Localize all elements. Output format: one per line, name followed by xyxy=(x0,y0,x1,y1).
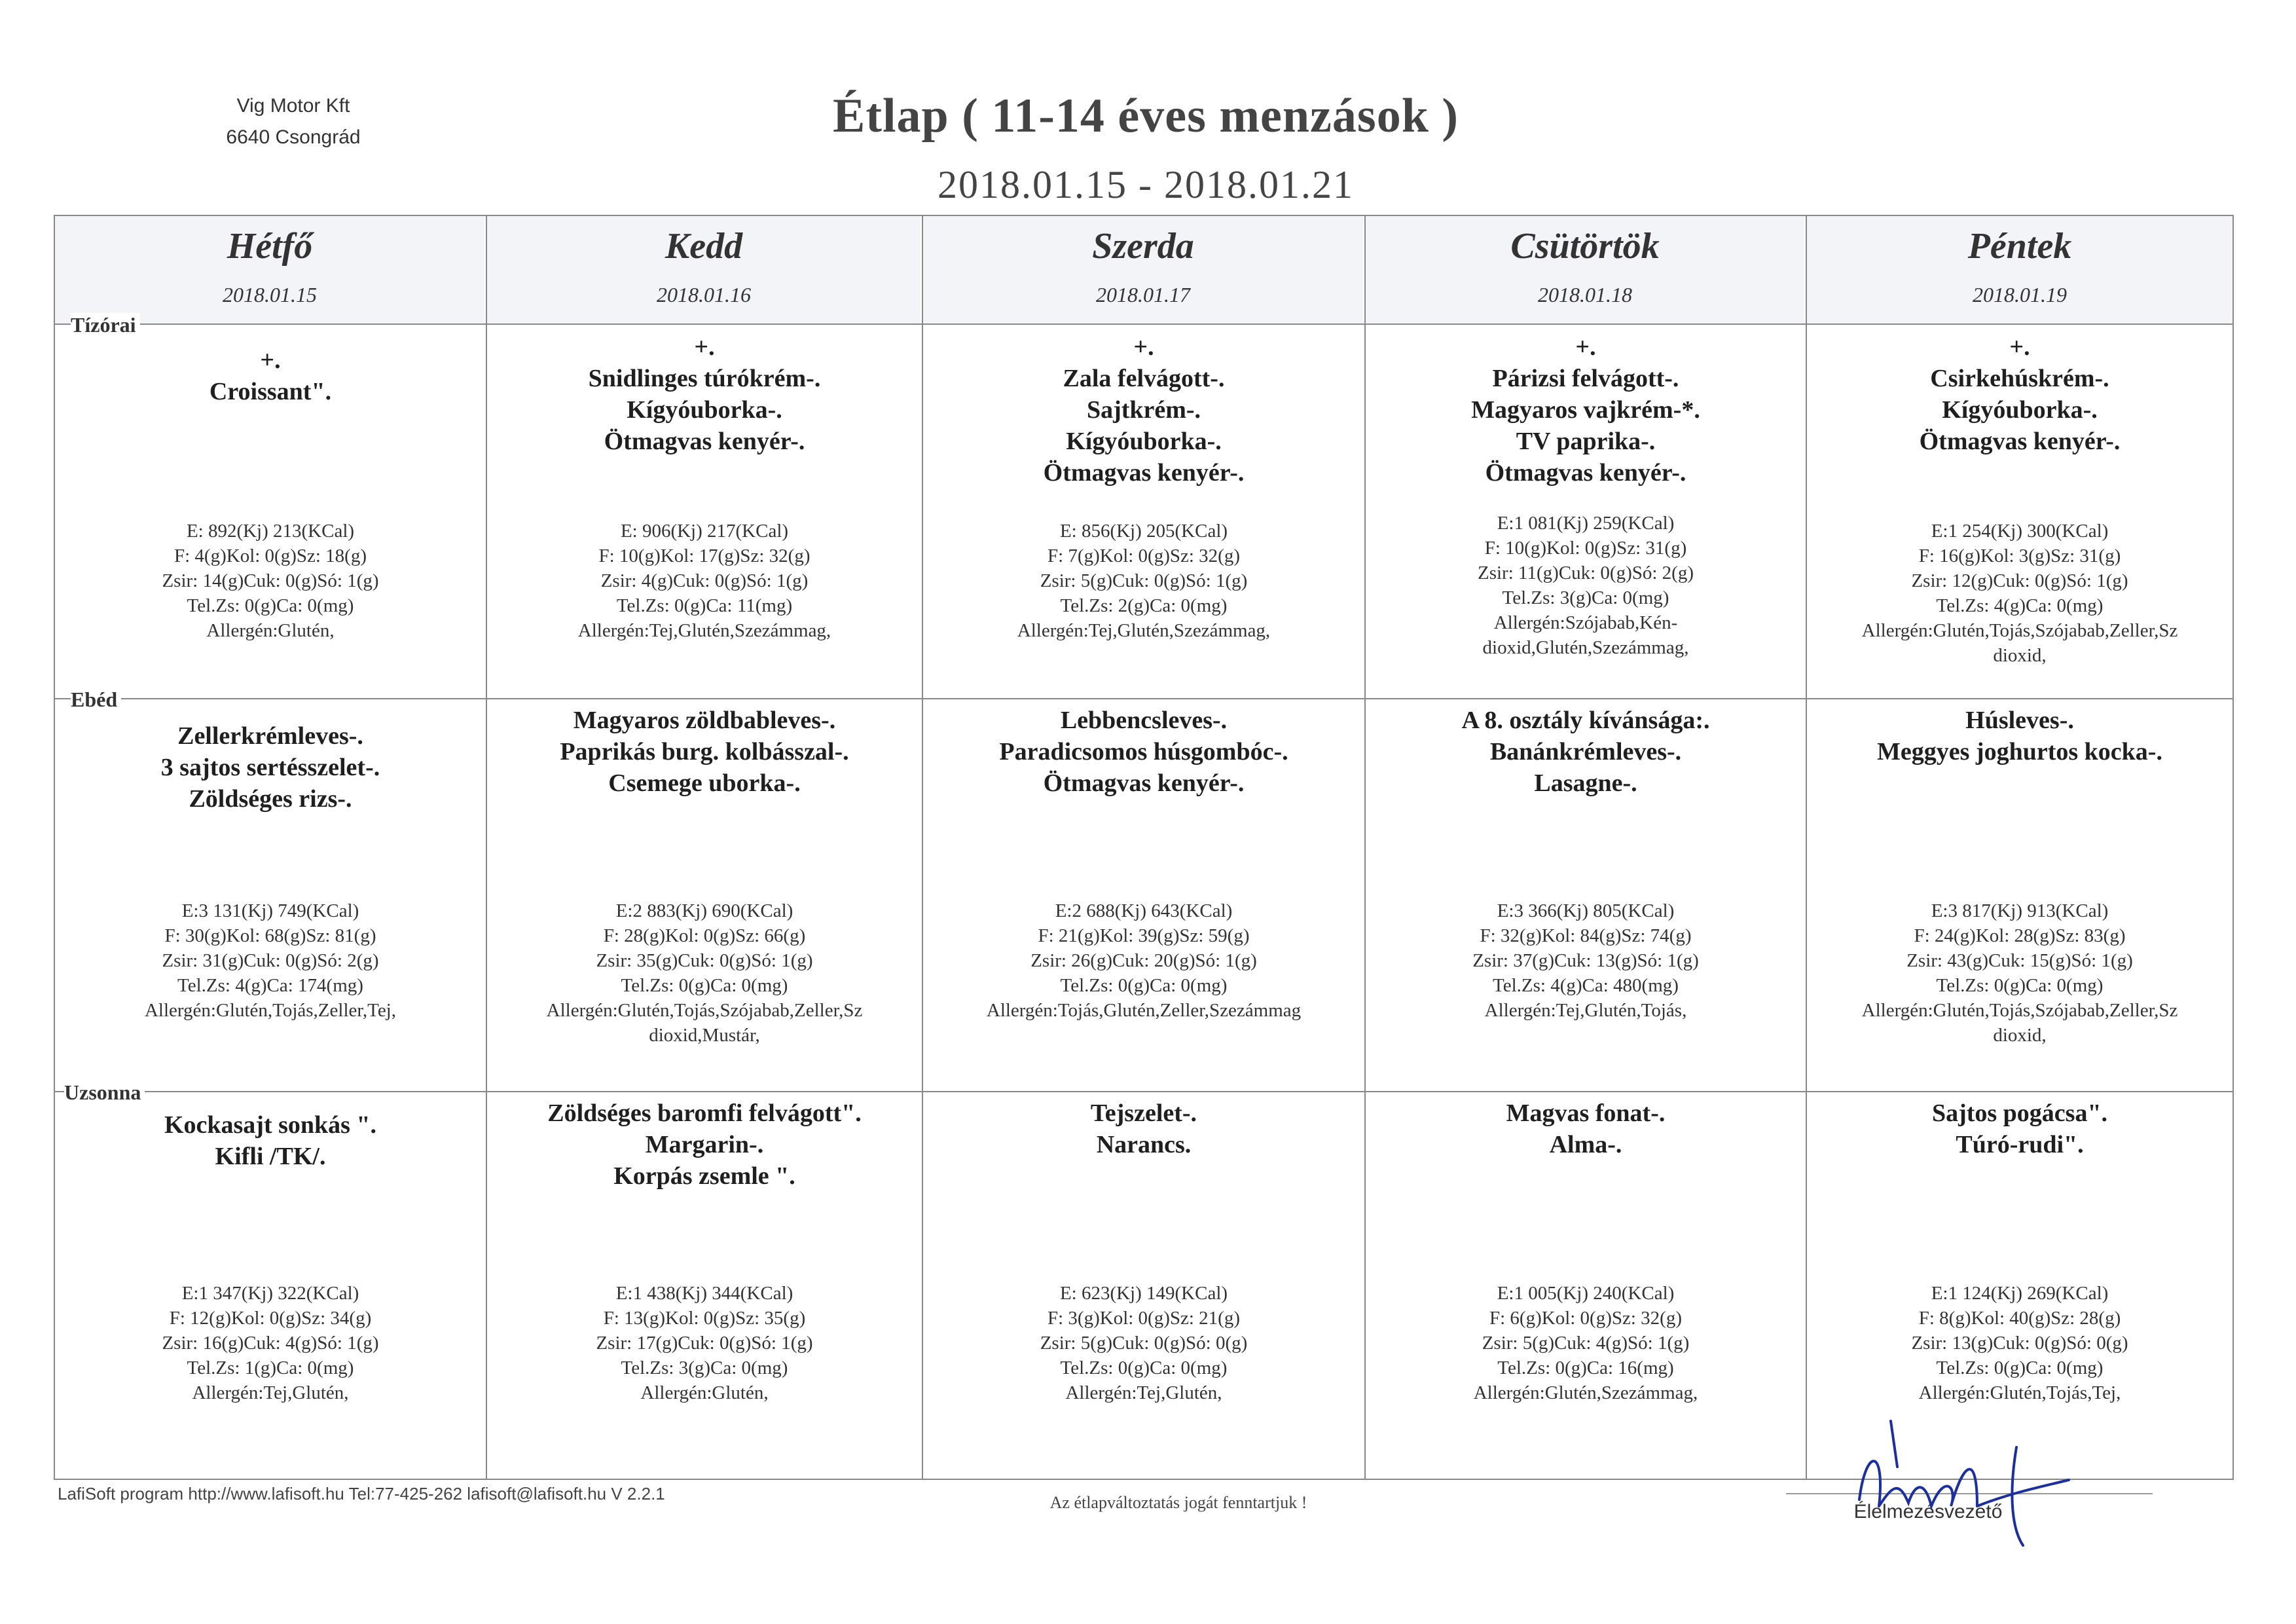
company-name: Vig Motor Kft xyxy=(236,95,350,117)
nutrition-line: E:1 347(Kj) 322(KCal) xyxy=(181,1283,359,1304)
menu-items xyxy=(487,705,922,799)
menu-item: Lasagne-. xyxy=(1534,769,1637,797)
nutrition-line: E:1 124(Kj) 269(KCal) xyxy=(1931,1283,2109,1304)
nutrition-info xyxy=(1807,519,2232,668)
nutrition-line: Zsir: 5(g)Cuk: 0(g)Só: 0(g) xyxy=(1040,1333,1248,1354)
allergen-line: Allergén:Szójabab,Kén- xyxy=(1493,612,1678,633)
menu-item: Croissant". xyxy=(209,378,332,405)
day-date: 2018.01.18 xyxy=(1538,283,1632,306)
menu-item: Margarin-. xyxy=(645,1131,764,1158)
signatory-role: Élelmezésvezető xyxy=(1853,1501,2003,1522)
nutrition-line: Tel.Zs: 4(g)Ca: 480(mg) xyxy=(1493,975,1679,996)
menu-item: Sajtkrém-. xyxy=(1086,396,1201,424)
menu-cell-tuesday-ebed xyxy=(487,705,922,1091)
nutrition-line: Zsir: 4(g)Cuk: 0(g)Só: 1(g) xyxy=(600,570,809,591)
menu-item: Korpás zsemle ". xyxy=(613,1162,795,1190)
nutrition-line: Zsir: 11(g)Cuk: 0(g)Só: 2(g) xyxy=(1478,563,1694,583)
allergen-line: Allergén:Tej,Glutén, xyxy=(1065,1382,1222,1403)
menu-item: Csirkehúskrém-. xyxy=(1930,365,2109,392)
nutrition-line: Zsir: 14(g)Cuk: 0(g)Só: 1(g) xyxy=(162,570,379,591)
nutrition-line: E: 623(Kj) 149(KCal) xyxy=(1059,1283,1228,1304)
menu-item: Snidlinges túrókrém-. xyxy=(588,365,821,392)
menu-cell-monday-tizorai xyxy=(55,344,486,698)
meal-label-tizorai: Tízórai xyxy=(71,313,140,337)
allergen-line: Allergén:Tej,Glutén,Szezámmag, xyxy=(1017,620,1271,641)
nutrition-line: E:1 438(Kj) 344(KCal) xyxy=(615,1283,793,1304)
row-divider xyxy=(55,1091,2232,1092)
menu-item: Kígyóuborka-. xyxy=(1066,428,1222,455)
allergen-line: Allergén:Glutén, xyxy=(206,620,335,641)
menu-item: +. xyxy=(2009,333,2030,361)
menu-item: +. xyxy=(260,346,281,374)
allergen-line: dioxid, xyxy=(1993,1025,2047,1046)
nutrition-line: Tel.Zs: 4(g)Ca: 174(mg) xyxy=(177,975,363,996)
menu-cell-friday-ebed xyxy=(1807,705,2232,1091)
menu-item: Zöldséges baromfi felvágott". xyxy=(547,1099,862,1127)
nutrition-line: Zsir: 17(g)Cuk: 0(g)Só: 1(g) xyxy=(596,1333,813,1354)
menu-item: Zöldséges rizs-. xyxy=(189,785,352,813)
day-header-friday xyxy=(1807,216,2232,323)
nutrition-line: E:1 005(Kj) 240(KCal) xyxy=(1497,1283,1675,1304)
menu-cell-thursday-ebed xyxy=(1366,705,1806,1091)
menu-item: Paradicsomos húsgombóc-. xyxy=(999,738,1288,766)
nutrition-line: Tel.Zs: 0(g)Ca: 0(mg) xyxy=(1060,975,1228,996)
day-name: Szerda xyxy=(1092,226,1194,267)
menu-item: Magvas fonat-. xyxy=(1506,1099,1666,1127)
day-date: 2018.01.15 xyxy=(223,283,317,306)
nutrition-info xyxy=(1807,1281,2232,1405)
nutrition-line: F: 6(g)Kol: 0(g)Sz: 32(g) xyxy=(1489,1308,1682,1329)
nutrition-line: E: 906(Kj) 217(KCal) xyxy=(620,521,789,542)
menu-items xyxy=(923,331,1364,489)
menu-items xyxy=(55,344,486,407)
nutrition-line: Zsir: 5(g)Cuk: 0(g)Só: 1(g) xyxy=(1040,570,1248,591)
menu-items xyxy=(1807,1098,2232,1160)
nutrition-line: E:3 817(Kj) 913(KCal) xyxy=(1931,900,2109,921)
nutrition-line: F: 10(g)Kol: 0(g)Sz: 31(g) xyxy=(1484,538,1687,559)
menu-item: Túró-rudi". xyxy=(1956,1131,2084,1158)
menu-items xyxy=(1807,705,2232,767)
nutrition-info xyxy=(487,898,922,1048)
nutrition-line: Tel.Zs: 0(g)Ca: 0(mg) xyxy=(1060,1357,1228,1378)
nutrition-info xyxy=(487,1281,922,1405)
nutrition-line: Zsir: 13(g)Cuk: 0(g)Só: 0(g) xyxy=(1911,1333,2128,1354)
menu-item: Magyaros zöldbableves-. xyxy=(573,707,836,734)
day-name: Hétfő xyxy=(227,226,313,267)
menu-cell-thursday-uzsonna xyxy=(1366,1098,1806,1476)
nutrition-line: Tel.Zs: 3(g)Ca: 0(mg) xyxy=(1502,587,1669,608)
menu-items xyxy=(1807,331,2232,457)
row-divider xyxy=(55,323,2232,325)
handwritten-signature xyxy=(1846,1408,2082,1555)
nutrition-line: E:1 254(Kj) 300(KCal) xyxy=(1931,521,2109,542)
nutrition-info xyxy=(1807,898,2232,1048)
menu-items xyxy=(923,1098,1364,1160)
nutrition-line: Zsir: 5(g)Cuk: 4(g)Só: 1(g) xyxy=(1482,1333,1690,1354)
allergen-line: dioxid, xyxy=(1993,645,2047,666)
allergen-line: dioxid,Mustár, xyxy=(649,1025,760,1046)
menu-item: Narancs. xyxy=(1096,1131,1192,1158)
menu-item: Ötmagvas kenyér-. xyxy=(1043,769,1245,797)
menu-item: Zala felvágott-. xyxy=(1063,365,1225,392)
nutrition-line: Zsir: 35(g)Cuk: 0(g)Só: 1(g) xyxy=(596,950,813,971)
nutrition-line: Zsir: 37(g)Cuk: 13(g)Só: 1(g) xyxy=(1472,950,1699,971)
nutrition-line: Tel.Zs: 0(g)Ca: 16(mg) xyxy=(1497,1357,1674,1378)
menu-cell-thursday-tizorai xyxy=(1366,331,1806,698)
menu-table xyxy=(54,215,2234,1480)
allergen-line: Allergén:Glutén,Szezámmag, xyxy=(1473,1382,1698,1403)
menu-cell-monday-uzsonna xyxy=(55,1109,486,1476)
menu-items xyxy=(1366,1098,1806,1160)
menu-item: Alma-. xyxy=(1549,1131,1622,1158)
day-name: Kedd xyxy=(665,226,743,267)
menu-item: 3 sajtos sertésszelet-. xyxy=(160,754,380,781)
nutrition-info xyxy=(923,1281,1364,1405)
nutrition-line: Zsir: 16(g)Cuk: 4(g)Só: 1(g) xyxy=(162,1333,379,1354)
nutrition-line: E:2 883(Kj) 690(KCal) xyxy=(615,900,793,921)
menu-item: Paprikás burg. kolbásszal-. xyxy=(560,738,849,766)
nutrition-line: Tel.Zs: 0(g)Ca: 11(mg) xyxy=(616,595,793,616)
menu-item: Kifli /TK/. xyxy=(215,1143,326,1170)
nutrition-line: Tel.Zs: 4(g)Ca: 0(mg) xyxy=(1936,595,2104,616)
day-date: 2018.01.16 xyxy=(657,283,751,306)
nutrition-line: Tel.Zs: 3(g)Ca: 0(mg) xyxy=(621,1357,788,1378)
nutrition-info xyxy=(55,898,486,1023)
menu-item: TV paprika-. xyxy=(1516,428,1656,455)
day-header-thursday xyxy=(1366,216,1804,323)
menu-items xyxy=(55,720,486,815)
menu-item: Kígyóuborka-. xyxy=(627,396,782,424)
nutrition-line: F: 12(g)Kol: 0(g)Sz: 34(g) xyxy=(169,1308,372,1329)
nutrition-line: Tel.Zs: 1(g)Ca: 0(mg) xyxy=(187,1357,354,1378)
menu-item: Meggyes joghurtos kocka-. xyxy=(1877,738,2162,766)
day-date: 2018.01.19 xyxy=(1973,283,2067,306)
menu-item: Húsleves-. xyxy=(1965,707,2074,734)
menu-cell-tuesday-uzsonna xyxy=(487,1098,922,1476)
menu-item: Sajtos pogácsa". xyxy=(1931,1099,2108,1127)
nutrition-line: E:2 688(Kj) 643(KCal) xyxy=(1055,900,1233,921)
menu-item: Kockasajt sonkás ". xyxy=(164,1111,377,1139)
meal-label-ebed: Ebéd xyxy=(71,688,121,712)
nutrition-line: F: 8(g)Kol: 40(g)Sz: 28(g) xyxy=(1918,1308,2121,1329)
menu-cell-monday-ebed xyxy=(55,720,486,1091)
menu-item: Párizsi felvágott-. xyxy=(1492,365,1679,392)
nutrition-line: E:3 131(Kj) 749(KCal) xyxy=(181,900,359,921)
nutrition-line: F: 30(g)Kol: 68(g)Sz: 81(g) xyxy=(164,925,376,946)
menu-item: Ötmagvas kenyér-. xyxy=(604,428,805,455)
software-credit: LafiSoft program http://www.lafisoft.hu Tel:77-425-262 lafisoft@lafisoft.hu V 2.2.1 xyxy=(58,1484,665,1504)
menu-item: Kígyóuborka-. xyxy=(1942,396,2098,424)
nutrition-line: Zsir: 12(g)Cuk: 0(g)Só: 1(g) xyxy=(1911,570,2128,591)
menu-item: Tejszelet-. xyxy=(1090,1099,1197,1127)
allergen-line: Allergén:Glutén,Tojás,Szójabab,Zeller,Sz xyxy=(546,1000,863,1021)
day-header-wednesday xyxy=(923,216,1363,323)
allergen-line: Allergén:Tej,Glutén,Szezámmag, xyxy=(577,620,831,641)
nutrition-line: Tel.Zs: 2(g)Ca: 0(mg) xyxy=(1060,595,1228,616)
nutrition-line: Zsir: 26(g)Cuk: 20(g)Só: 1(g) xyxy=(1030,950,1257,971)
day-header-tuesday xyxy=(487,216,920,323)
menu-item: Csemege uborka-. xyxy=(608,769,801,797)
row-divider xyxy=(55,698,2232,699)
nutrition-line: F: 13(g)Kol: 0(g)Sz: 35(g) xyxy=(603,1308,806,1329)
disclaimer: Az étlapváltoztatás jogát fenntartjuk ! xyxy=(1049,1493,1307,1512)
allergen-line: Allergén:Tojás,Glutén,Zeller,Szezámmag xyxy=(986,1000,1302,1021)
menu-items xyxy=(1366,331,1806,489)
menu-items xyxy=(487,331,922,457)
nutrition-line: F: 3(g)Kol: 0(g)Sz: 21(g) xyxy=(1048,1308,1240,1329)
menu-items xyxy=(487,1098,922,1192)
company-city: 6640 Csongrád xyxy=(226,126,361,148)
nutrition-line: F: 32(g)Kol: 84(g)Sz: 74(g) xyxy=(1480,925,1692,946)
nutrition-line: F: 16(g)Kol: 3(g)Sz: 31(g) xyxy=(1918,545,2121,566)
day-date: 2018.01.17 xyxy=(1096,283,1190,306)
nutrition-info xyxy=(55,519,486,643)
meal-label-uzsonna: Uzsonna xyxy=(64,1080,145,1105)
day-header-monday xyxy=(55,216,484,323)
menu-item: Zellerkrémleves-. xyxy=(177,722,363,750)
menu-item: Magyaros vajkrém-*. xyxy=(1471,396,1700,424)
nutrition-line: E: 856(Kj) 205(KCal) xyxy=(1059,521,1228,542)
nutrition-info xyxy=(923,519,1364,643)
menu-items xyxy=(923,705,1364,799)
menu-item: Ötmagvas kenyér-. xyxy=(1919,428,2121,455)
menu-cell-wednesday-tizorai xyxy=(923,331,1364,698)
allergen-line: Allergén:Glutén,Tojás,Szójabab,Zeller,Sz xyxy=(1861,1000,2178,1021)
menu-items xyxy=(1366,705,1806,799)
menu-items xyxy=(55,1109,486,1172)
menu-item: +. xyxy=(1575,333,1596,361)
nutrition-line: Tel.Zs: 0(g)Ca: 0(mg) xyxy=(621,975,788,996)
nutrition-info xyxy=(923,898,1364,1023)
allergen-line: Allergén:Glutén,Tojás,Zeller,Tej, xyxy=(144,1000,396,1021)
nutrition-line: Tel.Zs: 0(g)Ca: 0(mg) xyxy=(1936,975,2104,996)
page-title: Étlap ( 11-14 éves menzások ) xyxy=(833,89,1459,143)
nutrition-info xyxy=(1366,898,1806,1023)
nutrition-line: Zsir: 43(g)Cuk: 15(g)Só: 1(g) xyxy=(1906,950,2133,971)
nutrition-line: E:3 366(Kj) 805(KCal) xyxy=(1497,900,1675,921)
nutrition-info xyxy=(55,1281,486,1405)
nutrition-line: E:1 081(Kj) 259(KCal) xyxy=(1497,513,1675,534)
date-range: 2018.01.15 - 2018.01.21 xyxy=(938,163,1354,206)
allergen-line: Allergén:Glutén, xyxy=(640,1382,769,1403)
nutrition-line: F: 24(g)Kol: 28(g)Sz: 83(g) xyxy=(1914,925,2126,946)
nutrition-line: F: 4(g)Kol: 0(g)Sz: 18(g) xyxy=(174,545,367,566)
nutrition-line: Zsir: 31(g)Cuk: 0(g)Só: 2(g) xyxy=(162,950,379,971)
menu-item: Banánkrémleves-. xyxy=(1489,738,1682,766)
menu-item: Ötmagvas kenyér-. xyxy=(1043,459,1245,487)
day-name: Csütörtök xyxy=(1510,226,1660,267)
menu-item: +. xyxy=(694,333,715,361)
menu-item: +. xyxy=(1133,333,1154,361)
nutrition-info xyxy=(1366,1281,1806,1405)
menu-cell-tuesday-tizorai xyxy=(487,331,922,698)
menu-cell-friday-tizorai xyxy=(1807,331,2232,698)
nutrition-line: Tel.Zs: 0(g)Ca: 0(mg) xyxy=(187,595,354,616)
allergen-line: Allergén:Tej,Glutén,Tojás, xyxy=(1484,1000,1687,1021)
menu-cell-wednesday-ebed xyxy=(923,705,1364,1091)
menu-item: Ötmagvas kenyér-. xyxy=(1485,459,1686,487)
nutrition-line: Tel.Zs: 0(g)Ca: 0(mg) xyxy=(1936,1357,2104,1378)
allergen-line: Allergén:Glutén,Tojás,Tej, xyxy=(1918,1382,2121,1403)
menu-item: Lebbencsleves-. xyxy=(1060,707,1228,734)
nutrition-line: F: 10(g)Kol: 17(g)Sz: 32(g) xyxy=(598,545,811,566)
nutrition-info xyxy=(487,519,922,643)
menu-item: A 8. osztály kívánsága:. xyxy=(1461,707,1710,734)
allergen-line: dioxid,Glutén,Szezámmag, xyxy=(1482,637,1689,658)
allergen-line: Allergén:Glutén,Tojás,Szójabab,Zeller,Sz xyxy=(1861,620,2178,641)
nutrition-line: F: 7(g)Kol: 0(g)Sz: 32(g) xyxy=(1048,545,1240,566)
allergen-line: Allergén:Tej,Glutén, xyxy=(192,1382,349,1403)
day-name: Péntek xyxy=(1967,226,2072,267)
nutrition-line: F: 28(g)Kol: 0(g)Sz: 66(g) xyxy=(603,925,806,946)
company-info xyxy=(175,90,411,153)
nutrition-line: E: 892(Kj) 213(KCal) xyxy=(186,521,355,542)
nutrition-line: F: 21(g)Kol: 39(g)Sz: 59(g) xyxy=(1038,925,1250,946)
nutrition-info xyxy=(1366,511,1806,660)
menu-cell-wednesday-uzsonna xyxy=(923,1098,1364,1476)
